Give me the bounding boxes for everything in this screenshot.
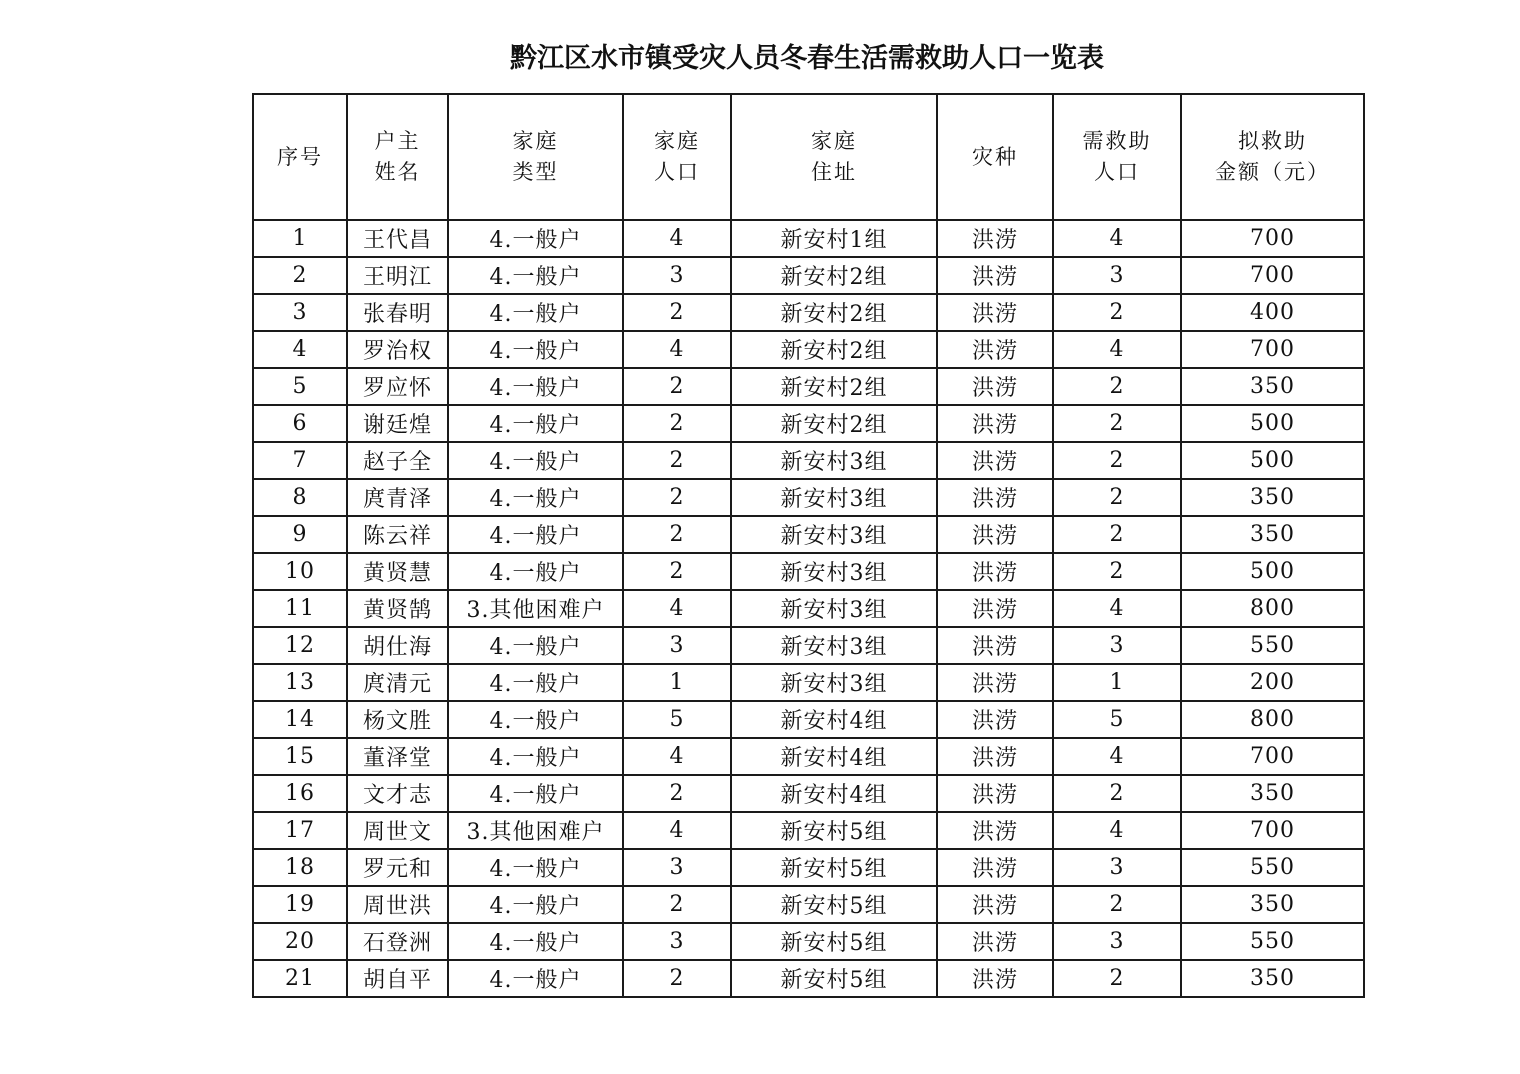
cell-aid-population: 2 — [1053, 960, 1181, 997]
cell-householder-name: 赵子全 — [347, 442, 448, 479]
cell-seq: 21 — [253, 960, 347, 997]
cell-family-type: 3.其他困难户 — [448, 590, 623, 627]
header-family-address-line: 家庭 — [811, 129, 857, 153]
cell-disaster-type: 洪涝 — [937, 590, 1053, 627]
cell-householder-name: 周世文 — [347, 812, 448, 849]
table-row — [253, 257, 1364, 294]
cell-family-type: 4.一般户 — [448, 701, 623, 738]
header-family-type-line: 家庭 — [512, 129, 559, 153]
cell-family-type: 4.一般户 — [448, 442, 623, 479]
header-householder-name — [347, 94, 448, 220]
cell-family-address: 新安村4组 — [731, 738, 937, 775]
cell-family-address: 新安村2组 — [731, 257, 937, 294]
table-row — [253, 516, 1364, 553]
cell-seq: 7 — [253, 442, 347, 479]
cell-aid-population: 4 — [1053, 331, 1181, 368]
table-row — [253, 331, 1364, 368]
cell-family-address: 新安村3组 — [731, 627, 937, 664]
cell-family-size: 5 — [623, 701, 731, 738]
cell-seq: 5 — [253, 368, 347, 405]
cell-aid-amount: 400 — [1181, 294, 1364, 331]
cell-family-address: 新安村5组 — [731, 960, 937, 997]
cell-seq: 3 — [253, 294, 347, 331]
header-disaster-type-line: 灾种 — [972, 144, 1018, 169]
header-aid-population-line: 需救助 — [1082, 129, 1152, 153]
cell-seq: 6 — [253, 405, 347, 442]
cell-seq: 16 — [253, 775, 347, 812]
cell-householder-name: 黄贤鹄 — [347, 590, 448, 627]
cell-aid-amount: 700 — [1181, 812, 1364, 849]
cell-seq: 13 — [253, 664, 347, 701]
cell-seq: 10 — [253, 553, 347, 590]
cell-family-type: 4.一般户 — [448, 627, 623, 664]
header-aid-amount — [1181, 94, 1364, 220]
cell-aid-population: 2 — [1053, 368, 1181, 405]
cell-family-size: 4 — [623, 590, 731, 627]
cell-family-size: 2 — [623, 553, 731, 590]
cell-seq: 9 — [253, 516, 347, 553]
cell-householder-name: 王明江 — [347, 257, 448, 294]
cell-family-type: 4.一般户 — [448, 664, 623, 701]
header-family-address — [731, 94, 937, 220]
cell-aid-population: 3 — [1053, 923, 1181, 960]
cell-householder-name: 罗元和 — [347, 849, 448, 886]
cell-family-type: 4.一般户 — [448, 553, 623, 590]
cell-family-size: 3 — [623, 849, 731, 886]
cell-householder-name: 文才志 — [347, 775, 448, 812]
header-seq — [253, 94, 347, 220]
cell-family-size: 1 — [623, 664, 731, 701]
table-row — [253, 405, 1364, 442]
cell-disaster-type: 洪涝 — [937, 368, 1053, 405]
cell-aid-population: 2 — [1053, 442, 1181, 479]
cell-aid-population: 2 — [1053, 775, 1181, 812]
cell-family-address: 新安村3组 — [731, 664, 937, 701]
header-family-size-line: 人口 — [654, 160, 700, 184]
cell-family-address: 新安村3组 — [731, 442, 937, 479]
cell-aid-amount: 800 — [1181, 701, 1364, 738]
cell-disaster-type: 洪涝 — [937, 775, 1053, 812]
cell-family-size: 2 — [623, 368, 731, 405]
cell-aid-population: 2 — [1053, 405, 1181, 442]
cell-aid-population: 1 — [1053, 664, 1181, 701]
cell-householder-name: 罗应怀 — [347, 368, 448, 405]
relief-table — [252, 93, 1365, 998]
cell-family-address: 新安村4组 — [731, 701, 937, 738]
cell-disaster-type: 洪涝 — [937, 516, 1053, 553]
cell-aid-amount: 800 — [1181, 590, 1364, 627]
cell-family-address: 新安村5组 — [731, 923, 937, 960]
cell-family-address: 新安村5组 — [731, 812, 937, 849]
cell-family-type: 4.一般户 — [448, 368, 623, 405]
header-aid-population-line: 人口 — [1094, 160, 1140, 184]
cell-householder-name: 董泽堂 — [347, 738, 448, 775]
cell-aid-amount: 200 — [1181, 664, 1364, 701]
cell-seq: 4 — [253, 331, 347, 368]
cell-family-type: 4.一般户 — [448, 886, 623, 923]
cell-family-address: 新安村3组 — [731, 479, 937, 516]
table-row — [253, 294, 1364, 331]
cell-householder-name: 周世洪 — [347, 886, 448, 923]
header-family-size — [623, 94, 731, 220]
cell-family-address: 新安村2组 — [731, 368, 937, 405]
cell-family-address: 新安村3组 — [731, 553, 937, 590]
table-row — [253, 479, 1364, 516]
cell-aid-amount: 500 — [1181, 553, 1364, 590]
cell-seq: 2 — [253, 257, 347, 294]
cell-family-type: 4.一般户 — [448, 516, 623, 553]
cell-aid-population: 3 — [1053, 849, 1181, 886]
cell-aid-population: 4 — [1053, 220, 1181, 257]
cell-householder-name: 胡自平 — [347, 960, 448, 997]
cell-seq: 19 — [253, 886, 347, 923]
cell-family-size: 3 — [623, 257, 731, 294]
cell-aid-amount: 550 — [1181, 627, 1364, 664]
cell-householder-name: 张春明 — [347, 294, 448, 331]
cell-family-address: 新安村1组 — [731, 220, 937, 257]
table-row — [253, 738, 1364, 775]
cell-disaster-type: 洪涝 — [937, 812, 1053, 849]
cell-family-type: 4.一般户 — [448, 923, 623, 960]
cell-seq: 8 — [253, 479, 347, 516]
cell-disaster-type: 洪涝 — [937, 442, 1053, 479]
cell-householder-name: 罗治权 — [347, 331, 448, 368]
cell-aid-amount: 700 — [1181, 220, 1364, 257]
cell-family-size: 4 — [623, 738, 731, 775]
cell-family-address: 新安村5组 — [731, 886, 937, 923]
cell-disaster-type: 洪涝 — [937, 294, 1053, 331]
cell-householder-name: 谢廷煌 — [347, 405, 448, 442]
cell-family-address: 新安村3组 — [731, 590, 937, 627]
table-row — [253, 220, 1364, 257]
cell-householder-name: 庹清元 — [347, 664, 448, 701]
cell-family-size: 4 — [623, 812, 731, 849]
table-row — [253, 368, 1364, 405]
cell-family-size: 2 — [623, 886, 731, 923]
cell-family-type: 4.一般户 — [448, 294, 623, 331]
cell-seq: 12 — [253, 627, 347, 664]
table-row — [253, 442, 1364, 479]
cell-disaster-type: 洪涝 — [937, 960, 1053, 997]
table-row — [253, 664, 1364, 701]
cell-seq: 20 — [253, 923, 347, 960]
cell-aid-population: 4 — [1053, 812, 1181, 849]
cell-disaster-type: 洪涝 — [937, 257, 1053, 294]
cell-family-size: 3 — [623, 627, 731, 664]
cell-family-size: 2 — [623, 960, 731, 997]
cell-disaster-type: 洪涝 — [937, 405, 1053, 442]
cell-seq: 18 — [253, 849, 347, 886]
table-row — [253, 960, 1364, 997]
cell-aid-amount: 350 — [1181, 516, 1364, 553]
cell-aid-population: 2 — [1053, 886, 1181, 923]
cell-family-size: 2 — [623, 294, 731, 331]
table-body — [253, 220, 1364, 997]
cell-disaster-type: 洪涝 — [937, 331, 1053, 368]
cell-seq: 15 — [253, 738, 347, 775]
cell-family-size: 2 — [623, 775, 731, 812]
document-title: 黔江区水市镇受灾人员冬春生活需救助人口一览表 — [510, 43, 1104, 74]
table-row — [253, 627, 1364, 664]
cell-disaster-type: 洪涝 — [937, 738, 1053, 775]
cell-aid-population: 2 — [1053, 294, 1181, 331]
cell-aid-amount: 350 — [1181, 886, 1364, 923]
cell-householder-name: 胡仕海 — [347, 627, 448, 664]
header-family-address-line: 住址 — [811, 160, 857, 184]
header-family-type-line: 类型 — [512, 160, 559, 184]
cell-disaster-type: 洪涝 — [937, 886, 1053, 923]
cell-family-size: 2 — [623, 442, 731, 479]
cell-family-address: 新安村5组 — [731, 849, 937, 886]
table-row — [253, 590, 1364, 627]
cell-family-type: 4.一般户 — [448, 331, 623, 368]
cell-disaster-type: 洪涝 — [937, 627, 1053, 664]
cell-aid-amount: 350 — [1181, 960, 1364, 997]
cell-householder-name: 庹青泽 — [347, 479, 448, 516]
header-aid-population — [1053, 94, 1181, 220]
cell-householder-name: 黄贤慧 — [347, 553, 448, 590]
cell-family-size: 2 — [623, 479, 731, 516]
header-family-size-line: 家庭 — [654, 129, 700, 153]
header-aid-amount-line: 金额（元） — [1215, 160, 1330, 184]
table-row — [253, 849, 1364, 886]
cell-householder-name: 陈云祥 — [347, 516, 448, 553]
header-family-type — [448, 94, 623, 220]
cell-aid-amount: 550 — [1181, 923, 1364, 960]
cell-family-size: 2 — [623, 516, 731, 553]
cell-aid-population: 2 — [1053, 479, 1181, 516]
cell-family-address: 新安村4组 — [731, 775, 937, 812]
cell-householder-name: 石登洲 — [347, 923, 448, 960]
cell-disaster-type: 洪涝 — [937, 701, 1053, 738]
cell-aid-population: 2 — [1053, 516, 1181, 553]
cell-family-size: 4 — [623, 220, 731, 257]
cell-seq: 17 — [253, 812, 347, 849]
cell-family-size: 3 — [623, 923, 731, 960]
cell-householder-name: 王代昌 — [347, 220, 448, 257]
cell-aid-amount: 700 — [1181, 331, 1364, 368]
cell-family-type: 4.一般户 — [448, 775, 623, 812]
cell-family-size: 2 — [623, 405, 731, 442]
header-householder-name-line: 姓名 — [374, 160, 421, 184]
cell-aid-amount: 350 — [1181, 775, 1364, 812]
cell-family-type: 4.一般户 — [448, 479, 623, 516]
cell-family-type: 4.一般户 — [448, 220, 623, 257]
cell-aid-amount: 700 — [1181, 257, 1364, 294]
table-row — [253, 812, 1364, 849]
cell-aid-population: 4 — [1053, 738, 1181, 775]
cell-family-type: 4.一般户 — [448, 849, 623, 886]
cell-family-type: 4.一般户 — [448, 960, 623, 997]
cell-aid-amount: 350 — [1181, 368, 1364, 405]
cell-aid-amount: 350 — [1181, 479, 1364, 516]
table-row — [253, 553, 1364, 590]
cell-aid-population: 3 — [1053, 257, 1181, 294]
cell-aid-amount: 500 — [1181, 405, 1364, 442]
cell-aid-population: 3 — [1053, 627, 1181, 664]
header-aid-amount-line: 拟救助 — [1238, 129, 1307, 153]
table-row — [253, 701, 1364, 738]
cell-disaster-type: 洪涝 — [937, 923, 1053, 960]
cell-family-address: 新安村2组 — [731, 331, 937, 368]
cell-aid-amount: 500 — [1181, 442, 1364, 479]
cell-aid-population: 2 — [1053, 553, 1181, 590]
cell-disaster-type: 洪涝 — [937, 553, 1053, 590]
cell-aid-amount: 700 — [1181, 738, 1364, 775]
header-disaster-type — [937, 94, 1053, 220]
cell-aid-population: 5 — [1053, 701, 1181, 738]
cell-family-type: 4.一般户 — [448, 257, 623, 294]
cell-disaster-type: 洪涝 — [937, 220, 1053, 257]
cell-family-address: 新安村2组 — [731, 294, 937, 331]
cell-householder-name: 杨文胜 — [347, 701, 448, 738]
header-row — [253, 94, 1364, 220]
header-householder-name-line: 户主 — [374, 129, 421, 153]
cell-disaster-type: 洪涝 — [937, 479, 1053, 516]
cell-family-type: 3.其他困难户 — [448, 812, 623, 849]
cell-disaster-type: 洪涝 — [937, 664, 1053, 701]
cell-family-address: 新安村3组 — [731, 516, 937, 553]
table-row — [253, 775, 1364, 812]
cell-family-type: 4.一般户 — [448, 405, 623, 442]
cell-aid-population: 4 — [1053, 590, 1181, 627]
cell-seq: 11 — [253, 590, 347, 627]
table-row — [253, 923, 1364, 960]
cell-seq: 1 — [253, 220, 347, 257]
cell-seq: 14 — [253, 701, 347, 738]
cell-family-address: 新安村2组 — [731, 405, 937, 442]
cell-family-type: 4.一般户 — [448, 738, 623, 775]
cell-family-size: 4 — [623, 331, 731, 368]
cell-aid-amount: 550 — [1181, 849, 1364, 886]
cell-disaster-type: 洪涝 — [937, 849, 1053, 886]
header-seq-line: 序号 — [277, 144, 323, 169]
table-row — [253, 886, 1364, 923]
